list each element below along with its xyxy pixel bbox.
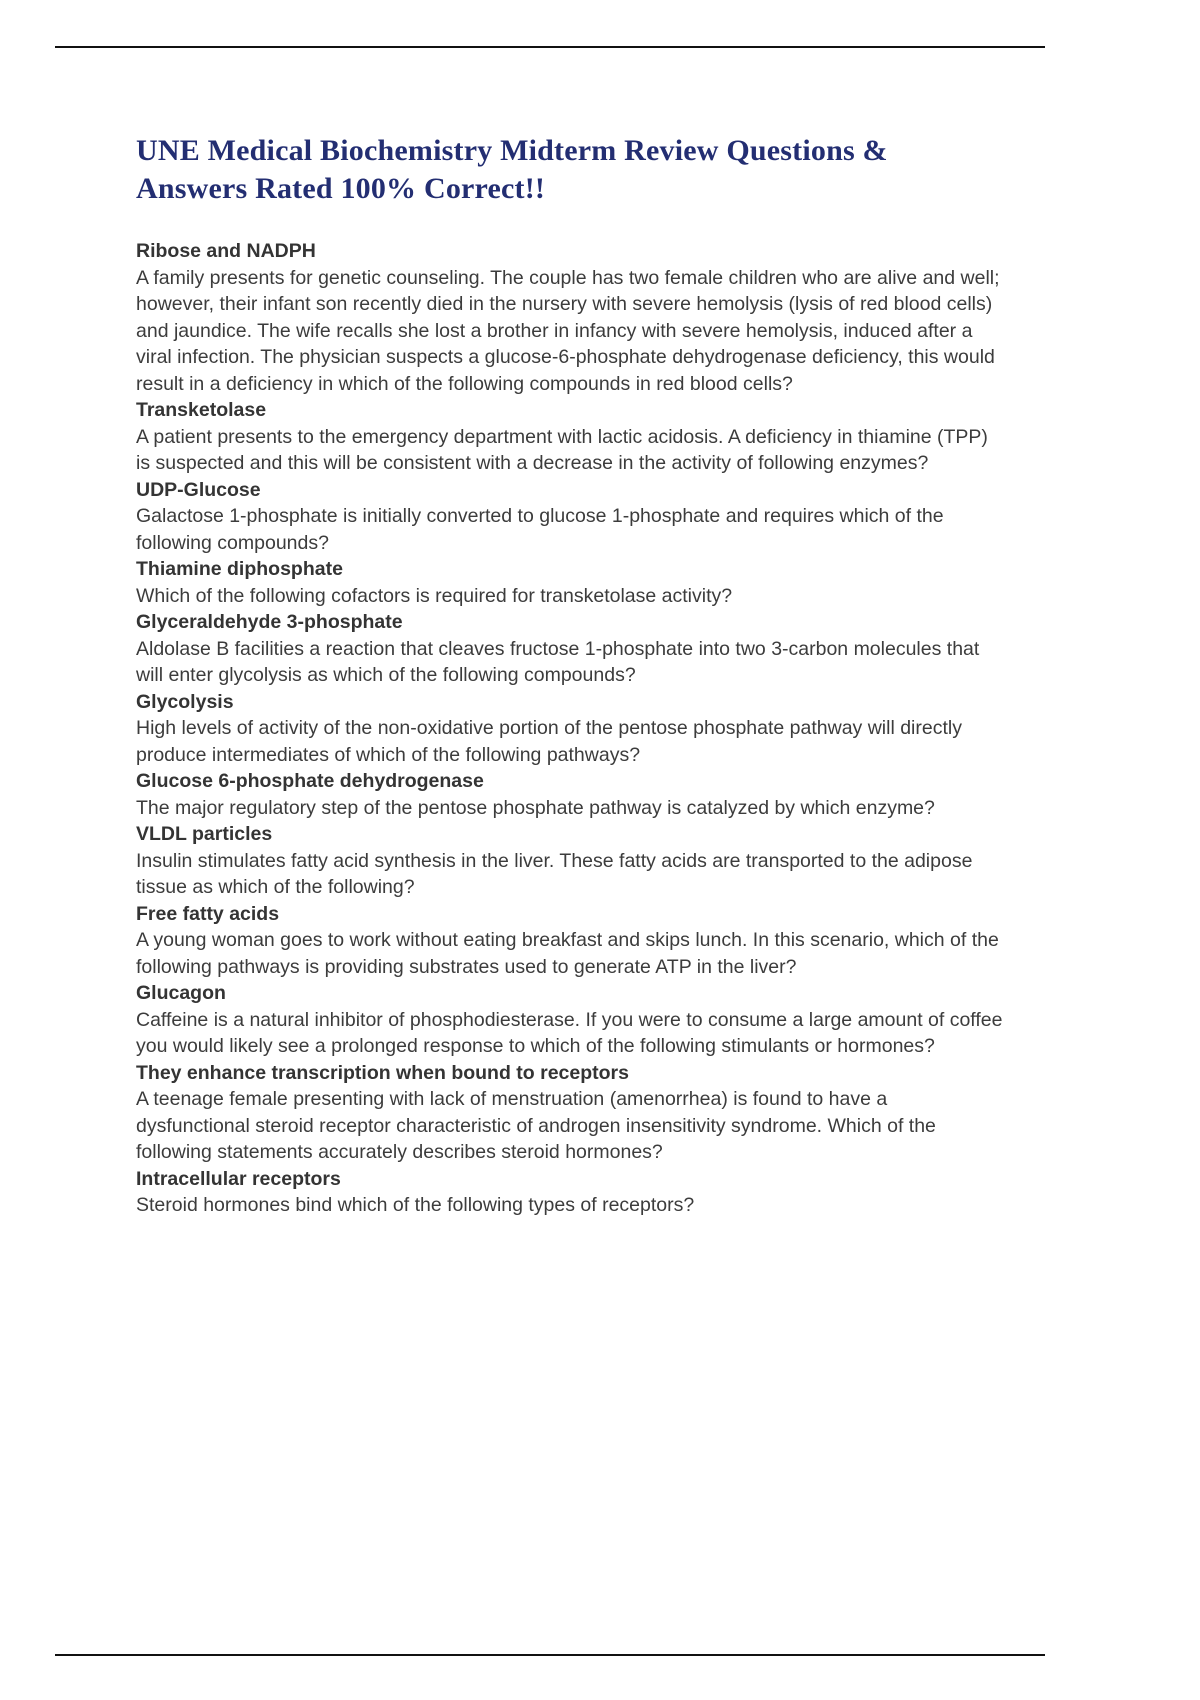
qa-answer: VLDL particles (136, 823, 273, 845)
qa-answer: Intracellular receptors (136, 1167, 341, 1190)
qa-item (136, 980, 1004, 1060)
qa-item (136, 238, 1004, 397)
qa-item (136, 1166, 1004, 1219)
qa-question: Which of the following cofactors is required for transketolase activity? (136, 584, 733, 607)
qa-answer: Glyceraldehyde 3-phosphate (136, 611, 403, 633)
qa-answer: Glucose 6-phosphate dehydrogenase (136, 770, 484, 792)
qa-answer: Ribose and NADPH (136, 240, 316, 262)
qa-answer: Glucagon (136, 982, 226, 1004)
qa-question: Steroid hormones bind which of the following types of receptors? (136, 1194, 695, 1216)
qa-item (136, 689, 1004, 769)
qa-question: Caffeine is a natural inhibitor of phosphodiesterase. If you were to consume a large amount of coffee you would likely see a prolonged response to which of the following stimulants or hormones? (136, 1008, 1003, 1057)
qa-answer: Glycolysis (136, 690, 234, 713)
document-content (136, 0, 1004, 1219)
qa-list (136, 238, 1004, 1219)
qa-item (136, 556, 1004, 609)
qa-question: A teenage female presenting with lack of menstruation (amenorrhea) is found to have a dysfunctional steroid receptor characteristic of androgen insensitivity syndrome. Which of the following statements accurately describes steroid hormones? (136, 1088, 936, 1163)
qa-question: Aldolase B facilities a reaction that cleaves fructose 1-phosphate into two 3-carbon molecules that will enter glycolysis as which of the following compounds? (136, 637, 980, 686)
qa-question: A patient presents to the emergency department with lactic acidosis. A deficiency in thiamine (TPP) is suspected and this will be consistent with a decrease in the activity of following enzymes? (136, 425, 988, 474)
qa-question: Galactose 1-phosphate is initially converted to glucose 1-phosphate and requires which of the following compounds? (136, 505, 944, 554)
qa-item (136, 768, 1004, 821)
qa-question: Insulin stimulates fatty acid synthesis in the liver. These fatty acids are transported to the adipose tissue as which of the following? (136, 849, 973, 898)
qa-item (136, 901, 1004, 981)
qa-item (136, 397, 1004, 477)
qa-answer: Free fatty acids (136, 902, 280, 925)
qa-item (136, 1060, 1004, 1166)
qa-item (136, 609, 1004, 689)
qa-answer: Thiamine diphosphate (136, 558, 343, 580)
bottom-divider (55, 1654, 1045, 1656)
page-title: UNE Medical Biochemistry Midterm Review Questions & Answers Rated 100% Correct!! (136, 134, 888, 205)
qa-question: High levels of activity of the non-oxidative portion of the pentose phosphate pathway will directly produce intermediates of which of the following pathways? (136, 717, 962, 766)
qa-question: A young woman goes to work without eating breakfast and skips lunch. In this scenario, which of the following pathways is providing substrates used to generate ATP in the liver? (136, 929, 999, 978)
qa-item (136, 821, 1004, 901)
qa-answer: Transketolase (136, 399, 267, 421)
qa-answer: They enhance transcription when bound to receptors (136, 1061, 629, 1084)
qa-question: A family presents for genetic counseling. The couple has two female children who are alive and well; however, their infant son recently died in the nursery with severe hemolysis (lysis of red blood cells) and jaundice. The wife recalls she lost a brother in infancy with severe hemolysis, induced after a viral infection. The physician suspects a glucose-6-phosphate dehydrogenase deficiency, this would result in a deficiency in which of the following compounds in red blood cells? (136, 266, 1000, 395)
qa-question: The major regulatory step of the pentose phosphate pathway is catalyzed by which enzyme? (136, 796, 935, 819)
qa-item (136, 477, 1004, 557)
qa-answer: UDP-Glucose (136, 478, 261, 501)
